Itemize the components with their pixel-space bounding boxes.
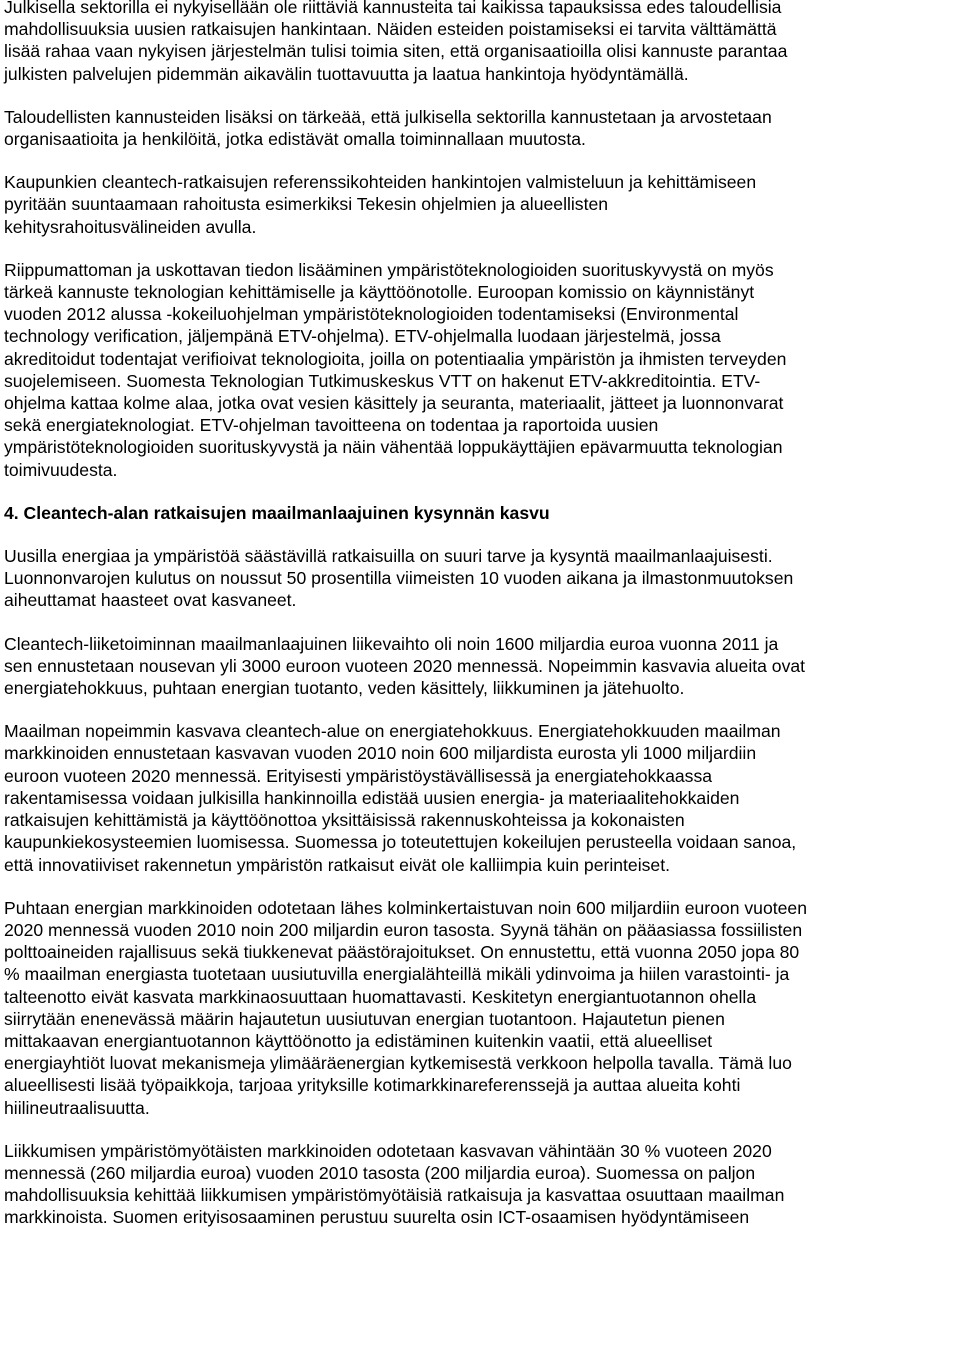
paragraph-non-financial-incentives	[4, 106, 954, 150]
text-line: mahdollisuuksia uusien ratkaisujen hankintaan. Näiden esteiden poistamiseksi ei tarvita välttämättä	[4, 19, 777, 40]
text-line: aiheuttamat haasteet ovat kasvaneet.	[4, 590, 297, 611]
text-line: ympäristöteknologioiden suorituskyvystä ja näin vähentää loppukäyttäjien epävarmuutta teknologian	[4, 437, 783, 458]
text-line: markkinoiden ennustetaan kasvavan vuoden 2010 noin 600 miljardista eurosta yli 1000 miljardiin	[4, 743, 757, 764]
text-line: organisaatioita ja henkilöitä, jotka edistävät omalla toiminnallaan muutosta.	[4, 129, 586, 150]
text-line: energiatehokkuus, puhtaan energian tuotanto, veden käsittely, liikkuminen ja jätehuolto.	[4, 678, 685, 699]
text-line: toimivuudesta.	[4, 459, 118, 480]
paragraph-reference-sites-funding	[4, 171, 954, 238]
text-line: rakentamisessa voidaan julkisilla hankinnoilla edistää uusien energia- ja materiaalitehokkaiden	[4, 787, 740, 808]
text-line: mittakaavan energiantuotannon käyttöönotto ja edistäminen kuitenkin vaatii, että alueelliset	[4, 1030, 713, 1051]
text-line: ohjelma kattaa kolme alaa, jotka ovat vesien käsittely ja seuranta, materiaalit, jätteet ja luonnonvarat	[4, 393, 784, 414]
text-line: % maailman energiasta tuotetaan uusiutuvilla energialähteillä mikäli ydinvoima ja hiilen varastointi- ja	[4, 964, 790, 985]
paragraph-public-sector-incentives	[4, 0, 954, 85]
text-line: kaupunkiekosysteemien luomisessa. Suomessa jo toteutettujen kokeilujen perusteella voidaan sanoa,	[4, 832, 797, 853]
text-line: pyritään suuntaamaan rahoitusta esimerkiksi Tekesin ohjelmien ja alueellisten	[4, 194, 609, 215]
text-line: Uusilla energiaa ja ympäristöä säästävillä ratkaisuilla on suuri tarve ja kysyntä maailmanlaajuisesti.	[4, 546, 773, 567]
text-line: Riippumattoman ja uskottavan tiedon lisääminen ympäristöteknologioiden suorituskyvystä on myös	[4, 259, 774, 280]
paragraph-cleantech-turnover	[4, 633, 954, 700]
text-line: Liikkumisen ympäristömyötäisten markkinoiden odotetaan kasvavan vähintään 30 % vuoteen 2020	[4, 1140, 772, 1161]
text-line: Taloudellisten kannusteiden lisäksi on tärkeää, että julkisella sektorilla kannustetaan ja arvostetaan	[4, 106, 772, 127]
text-line: julkisten palvelujen pidemmän aikavälin tuottavuutta ja laatua hankintoja hyödyntämällä.	[4, 63, 689, 84]
text-line: mennessä (260 miljardia euroa) vuoden 2010 tasosta (200 miljardia euroa). Suomessa on paljon	[4, 1162, 756, 1183]
text-line: sen ennustetaan nousevan yli 3000 euroon vuoteen 2020 mennessä. Nopeimmin kasvavia alueita ovat	[4, 655, 806, 676]
section-heading-text: 4. Cleantech-alan ratkaisujen maailmanlaajuinen kysynnän kasvu	[4, 502, 550, 523]
document-page	[4, 0, 954, 1250]
text-line: alueellisesti lisää työpaikkoja, tarjoaa yrityksille kotimarkkinareferenssejä ja auttaa alueita kohti	[4, 1075, 741, 1096]
text-line: Julkisella sektorilla ei nykyisellään ole riittäviä kannusteita tai kaikissa tapauksissa edes taloudellisia	[4, 0, 782, 17]
paragraph-global-demand	[4, 545, 954, 612]
text-line: hiilineutraalisuutta.	[4, 1097, 150, 1118]
text-line: energiayhtiöt luovat mekanismeja ylimääräenergian kytkemisestä verkkoon helpolla tavalla. Tämä luo	[4, 1053, 792, 1074]
text-line: tärkeä kannuste teknologian kehittämiselle ja käyttöönotolle. Euroopan komissio on käynnistänyt	[4, 282, 755, 303]
paragraph-etv-programme	[4, 259, 954, 481]
text-line: markkinoista. Suomen erityisosaaminen perustuu suurelta osin ICT-osaamisen hyödyntämiseen	[4, 1207, 750, 1228]
text-line: vuoden 2012 alussa -kokeiluohjelman ympäristöteknologioiden todentamiseksi (Environmental	[4, 304, 739, 325]
paragraph-energy-efficiency	[4, 720, 954, 875]
text-line: Cleantech-liiketoiminnan maailmanlaajuinen liikevaihto oli noin 1600 miljardia euroa vuonna 2011 ja	[4, 633, 779, 654]
text-line: että innovatiiviset rakennetun ympäristön ratkaisut eivät ole kalliimpia kuin perinteiset.	[4, 854, 670, 875]
text-line: talteenotto eivät kasvata markkinaosuuttaan huomattavasti. Keskitetyn energiantuotannon ohella	[4, 986, 757, 1007]
text-line: euroon vuoteen 2020 mennessä. Erityisesti ympäristöystävällisessä ja energiatehokkaassa	[4, 765, 713, 786]
text-line: technology verification, jäljempänä ETV-ohjelma). ETV-ohjelmalla luodaan järjestelmä, jossa	[4, 326, 721, 347]
text-line: mahdollisuuksia kehittää liikkumisen ympäristömyötäisiä ratkaisuja ja kasvattaa osuuttaan maailman	[4, 1185, 785, 1206]
text-line: siirrytään enenevässä määrin hajautetun uusiutuvan energian tuotantoon. Hajautetun pienen	[4, 1008, 725, 1029]
text-line: ratkaisujen kehittämistä ja käyttöönottoa yksittäisissä rakennuskohteissa ja kokonaisten	[4, 810, 685, 831]
paragraph-mobility	[4, 1140, 954, 1229]
section-heading	[4, 502, 954, 524]
text-line: Kaupunkien cleantech-ratkaisujen referenssikohteiden hankintojen valmisteluun ja kehittämiseen	[4, 172, 757, 193]
text-line: akreditoidut todentajat verifioivat teknologioita, joilla on potentiaalia ympäristön ja ihmisten terveyden	[4, 348, 787, 369]
text-line: Maailman nopeimmin kasvava cleantech-alue on energiatehokkuus. Energiatehokkuuden maailman	[4, 721, 781, 742]
text-line: suojelemiseen. Suomesta Teknologian Tutkimuskeskus VTT on hakenut ETV-akkreditointia. ETV-	[4, 370, 761, 391]
text-line: polttoaineiden rajallisuus sekä tiukkenevat päästörajoitukset. On ennustettu, että vuonna 2050 jopa 80	[4, 942, 800, 963]
text-line: kehitysrahoitusvälineiden avulla.	[4, 216, 257, 237]
text-line: 2020 mennessä vuoden 2010 noin 200 miljardin euron tasosta. Syynä tähän on pääasiassa fossiilisten	[4, 919, 803, 940]
paragraph-clean-energy	[4, 897, 954, 1119]
text-line: Puhtaan energian markkinoiden odotetaan lähes kolminkertaistuvan noin 600 miljardiin euroon vuoteen	[4, 897, 807, 918]
text-line: sekä energiateknologiat. ETV-ohjelman tavoitteena on todentaa ja raportoida uusien	[4, 415, 659, 436]
text-line: lisää rahaa vaan nykyisen järjestelmän tulisi toimia siten, että organisaatioilla olisi kannuste parantaa	[4, 41, 788, 62]
text-line: Luonnonvarojen kulutus on noussut 50 prosentilla viimeisten 10 vuoden aikana ja ilmastonmuutoksen	[4, 568, 794, 589]
